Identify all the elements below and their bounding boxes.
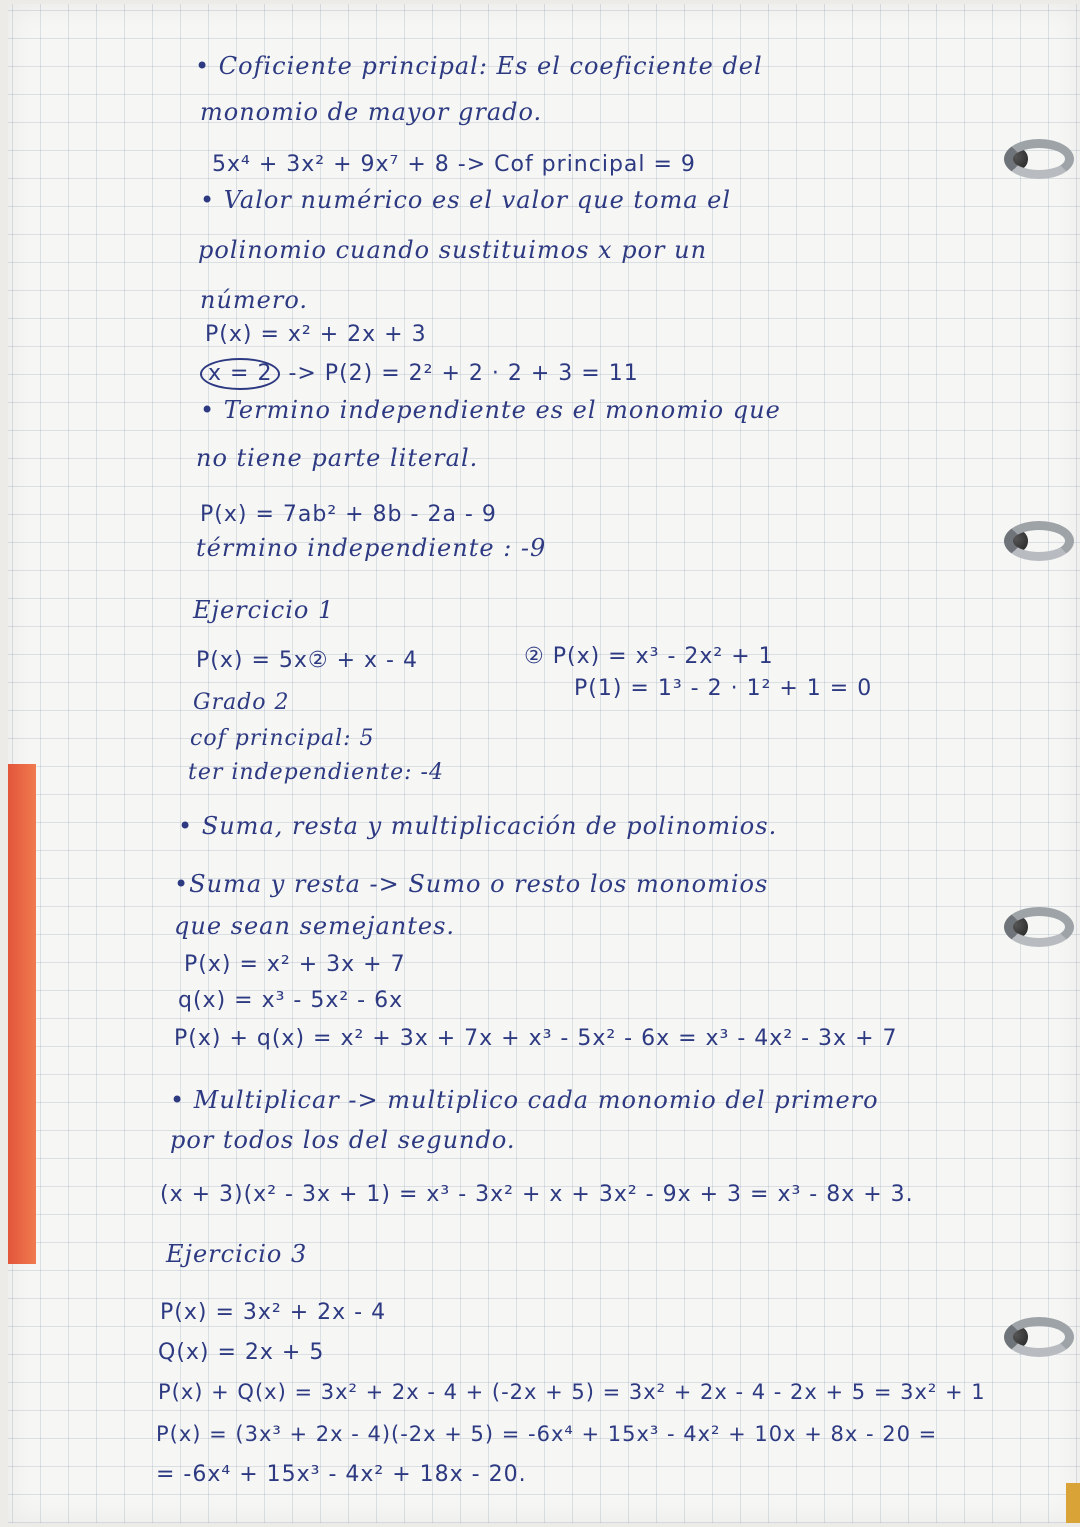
valor-def-line2: polinomio cuando sustituimos x por un xyxy=(198,236,708,264)
coef-def-line1: • Coficiente principal: Es el coeficiente del xyxy=(195,52,763,80)
circled-substitution: x = 2 xyxy=(200,358,280,390)
valor-example-eval xyxy=(200,358,639,390)
mult-line1: • Multiplicar -> multiplico cada monomio del primero xyxy=(170,1086,879,1114)
notebook-page xyxy=(8,4,1080,1523)
termino-def-line2: no tiene parte literal. xyxy=(196,444,479,472)
mult-line2: por todos los del segundo. xyxy=(170,1126,516,1154)
operaciones-heading: • Suma, resta y multiplicación de polinomios. xyxy=(178,812,778,840)
binder-ring xyxy=(1004,139,1074,179)
ejercicio3-p: P(x) = 3x² + 2x - 4 xyxy=(160,1300,387,1325)
ejercicio1-title: Ejercicio 1 xyxy=(193,596,335,624)
valor-def-line1: • Valor numérico es el valor que toma el xyxy=(200,186,732,214)
termino-example-result: término independiente : -9 xyxy=(196,534,547,562)
ejercicio3-prod: P(x) = (3x³ + 2x - 4)(-2x + 5) = -6x⁴ + 15x³ - 4x² + 10x + 8x - 20 = xyxy=(156,1422,938,1446)
termino-def-line1: • Termino independiente es el monomio que xyxy=(200,396,781,424)
mult-example: (x + 3)(x² - 3x + 1) = x³ - 3x² + x + 3x² - 9x + 3 = x³ - 8x + 3. xyxy=(160,1182,914,1207)
valor-example-rest: -> P(2) = 2² + 2 · 2 + 3 = 11 xyxy=(288,361,639,386)
ejercicio3-q: Q(x) = 2x + 5 xyxy=(158,1340,325,1365)
ejercicio1-part2-poly-line xyxy=(524,644,774,669)
binder-ring xyxy=(1004,1317,1074,1357)
valor-example-poly: P(x) = x² + 2x + 3 xyxy=(205,322,427,347)
binder-ring xyxy=(1004,521,1074,561)
binder-ring xyxy=(1004,907,1074,947)
part2-label: ② xyxy=(524,644,545,669)
ejercicio3-sum: P(x) + Q(x) = 3x² + 2x - 4 + (-2x + 5) = 3x² + 2x - 4 - 2x + 5 = 3x² + 1 xyxy=(158,1380,986,1404)
part2-poly: P(x) = x³ - 2x² + 1 xyxy=(552,644,774,669)
ejercicio1-cof: cof principal: 5 xyxy=(190,726,375,751)
orange-divider-tab xyxy=(8,764,36,1264)
ejercicio1-part2-eval: P(1) = 1³ - 2 · 1² + 1 = 0 xyxy=(574,676,873,701)
suma-p: P(x) = x² + 3x + 7 xyxy=(184,952,406,977)
valor-def-line3: número. xyxy=(200,286,309,314)
coef-example: 5x⁴ + 3x² + 9x⁷ + 8 -> Cof principal = 9 xyxy=(212,152,696,177)
suma-q: q(x) = x³ - 5x² - 6x xyxy=(178,988,404,1013)
termino-example-poly: P(x) = 7ab² + 8b - 2a - 9 xyxy=(200,502,497,527)
ejercicio3-title: Ejercicio 3 xyxy=(166,1240,308,1268)
ejercicio1-ter: ter independiente: -4 xyxy=(188,760,444,785)
ejercicio3-prod-result: = -6x⁴ + 15x³ - 4x² + 18x - 20. xyxy=(156,1462,527,1487)
suma-line1: •Suma y resta -> Sumo o resto los monomios xyxy=(174,870,769,898)
yellow-divider-tab xyxy=(1066,1483,1080,1523)
ejercicio1-poly: P(x) = 5x② + x - 4 xyxy=(196,648,418,673)
suma-result: P(x) + q(x) = x² + 3x + 7x + x³ - 5x² - 6x = x³ - 4x² - 3x + 7 xyxy=(174,1026,898,1051)
suma-line2: que sean semejantes. xyxy=(174,912,456,940)
coef-def-line2: monomio de mayor grado. xyxy=(200,98,543,126)
ejercicio1-grado: Grado 2 xyxy=(193,690,290,715)
